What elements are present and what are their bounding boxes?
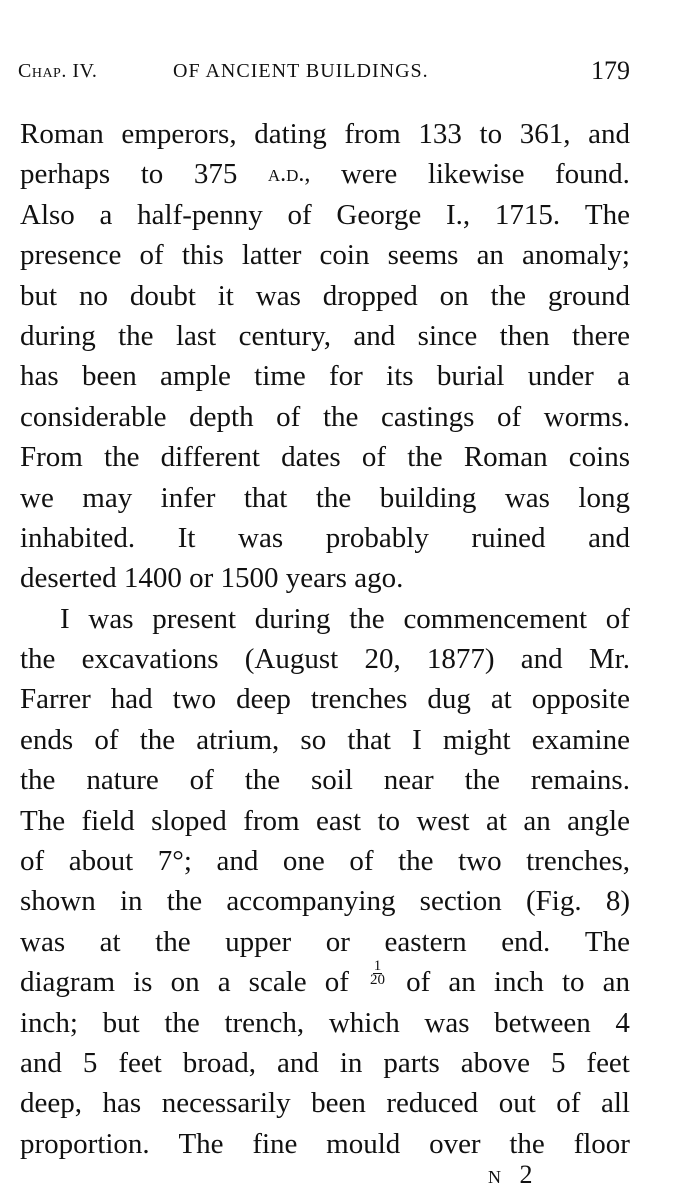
- word: and: [20, 1046, 62, 1079]
- word: present: [152, 602, 237, 635]
- word: an: [602, 966, 630, 999]
- text-line: [20, 922, 630, 962]
- word: which: [328, 1006, 400, 1039]
- word: The: [178, 1127, 224, 1160]
- text-line: [20, 639, 630, 679]
- word: 8): [605, 885, 630, 918]
- word: long: [578, 481, 630, 514]
- word: coin: [319, 239, 370, 272]
- word: was: [424, 1006, 470, 1039]
- word: over: [429, 1127, 481, 1160]
- word: at: [490, 683, 512, 716]
- word: ends: [20, 723, 74, 756]
- word: dating: [254, 118, 327, 150]
- fraction-denominator: 20: [370, 972, 386, 989]
- word: dates: [281, 441, 341, 474]
- word: likewise: [427, 158, 525, 191]
- word: 375: [193, 158, 238, 191]
- word: the: [322, 400, 359, 433]
- word: of: [349, 845, 374, 878]
- text-line: [20, 1083, 630, 1123]
- word: the: [20, 764, 56, 797]
- text-line: [20, 114, 630, 154]
- word: Mr.: [588, 643, 630, 676]
- word: commencement: [403, 602, 588, 635]
- word: Also: [20, 198, 75, 231]
- word: was: [20, 925, 66, 958]
- word: 361,: [519, 118, 571, 150]
- word: to: [479, 118, 503, 150]
- word: has: [20, 360, 59, 393]
- word: opposite: [531, 683, 630, 716]
- word: of: [20, 845, 45, 878]
- page-number: 179: [591, 56, 630, 85]
- word: there: [572, 319, 630, 352]
- text-line: [20, 558, 630, 598]
- text-line: [20, 316, 630, 356]
- word: different: [160, 441, 260, 474]
- word: of: [361, 441, 387, 474]
- word: trenches: [310, 683, 408, 716]
- word: field: [81, 804, 135, 837]
- word: and: [588, 521, 630, 554]
- word: considerable: [20, 400, 167, 433]
- word: may: [82, 481, 133, 514]
- word: trench,: [224, 1006, 305, 1039]
- word: doubt: [129, 279, 196, 312]
- word: a.d.,: [267, 161, 311, 188]
- word: section: [419, 885, 502, 918]
- body-text: [20, 114, 630, 1164]
- word: two: [172, 683, 217, 716]
- word: on: [170, 966, 200, 999]
- word: 5: [550, 1046, 566, 1079]
- word: this: [181, 239, 224, 272]
- word: of: [324, 966, 349, 999]
- word: during: [20, 319, 96, 352]
- word: has: [102, 1087, 142, 1120]
- text-line: [20, 841, 630, 881]
- word: trenches,: [526, 845, 630, 878]
- word: an: [476, 239, 504, 272]
- word: the: [164, 1006, 200, 1039]
- word: been: [311, 1087, 366, 1120]
- word: the: [20, 643, 56, 676]
- word: the: [349, 602, 385, 635]
- word: all: [601, 1087, 630, 1120]
- text-line: [20, 276, 630, 316]
- word: depth: [189, 400, 254, 433]
- word: It: [177, 521, 196, 554]
- running-title: OF ANCIENT BUILDINGS.: [173, 60, 429, 82]
- text-line: [20, 1124, 630, 1164]
- word: of: [189, 764, 214, 797]
- word: west: [416, 804, 470, 837]
- word: angle: [567, 804, 630, 837]
- signature-letter: N: [488, 1167, 507, 1187]
- text-line: [20, 1043, 630, 1083]
- word: so: [300, 723, 327, 756]
- text-line: [20, 154, 630, 194]
- word: and: [588, 118, 630, 150]
- word: found.: [555, 158, 630, 191]
- word: seems: [387, 239, 459, 272]
- word: castings: [380, 400, 475, 433]
- word: The: [584, 925, 630, 958]
- chapter-label: Chap. IV.: [18, 60, 98, 82]
- word: anomaly;: [522, 239, 630, 272]
- word: fine: [252, 1127, 298, 1160]
- word: 1877): [426, 643, 495, 676]
- word: of: [287, 198, 312, 231]
- word: a: [99, 198, 113, 231]
- word: were: [340, 158, 398, 191]
- word: to: [561, 966, 585, 999]
- word: the: [509, 1127, 545, 1160]
- text-line: [20, 679, 630, 719]
- word: the: [244, 764, 281, 797]
- word: 4: [615, 1006, 630, 1039]
- word: is: [133, 966, 153, 999]
- word: parts: [383, 1046, 440, 1079]
- word: deep,: [20, 1087, 82, 1120]
- word: but: [102, 1006, 140, 1039]
- word: to: [140, 158, 164, 191]
- word: the: [398, 845, 434, 878]
- word: had: [110, 683, 153, 716]
- word: east: [315, 804, 362, 837]
- word: then: [499, 319, 550, 352]
- word: was: [504, 481, 550, 514]
- word: coins: [568, 441, 630, 474]
- word: been: [81, 360, 137, 393]
- word: burial: [436, 360, 505, 393]
- word: end.: [501, 925, 551, 958]
- word: 5: [82, 1046, 98, 1079]
- word: I.,: [445, 198, 471, 231]
- word: worms.: [543, 400, 630, 433]
- word: about: [68, 845, 134, 878]
- word: From: [20, 441, 83, 474]
- word: excavations: [81, 643, 219, 676]
- word: the: [464, 764, 501, 797]
- word: and: [277, 1046, 319, 1079]
- word: a: [217, 966, 231, 999]
- word: that: [347, 723, 391, 756]
- word: near: [383, 764, 434, 797]
- text-line: [20, 599, 630, 639]
- word: and: [216, 845, 259, 878]
- word: George: [336, 198, 422, 231]
- word: on: [439, 279, 469, 312]
- word: from: [344, 118, 401, 150]
- word: perhaps: [20, 158, 111, 191]
- word: emperors,: [121, 118, 237, 150]
- text-line: [20, 801, 630, 841]
- word: the: [104, 441, 140, 474]
- text-line: [20, 518, 630, 558]
- word: I: [412, 723, 422, 756]
- word: inch;: [20, 1006, 78, 1039]
- word: the: [166, 885, 203, 918]
- word: of: [406, 966, 431, 999]
- text-line: [20, 1003, 630, 1043]
- fraction-numerator: 1: [373, 958, 382, 975]
- word: remains.: [530, 764, 630, 797]
- word: the: [139, 723, 176, 756]
- text-line: [20, 958, 630, 1002]
- word: probably: [325, 521, 429, 554]
- word: of: [139, 239, 164, 272]
- word: and: [520, 643, 563, 676]
- word: out: [498, 1087, 536, 1120]
- word: dug: [427, 683, 471, 716]
- word: an: [448, 966, 476, 999]
- word: I: [60, 602, 70, 635]
- word: in: [339, 1046, 363, 1079]
- text-line: [20, 397, 630, 437]
- word: its: [386, 360, 414, 393]
- word: the: [407, 441, 443, 474]
- word: since: [417, 319, 478, 352]
- word: examine: [531, 723, 630, 756]
- word: the: [155, 925, 191, 958]
- word: ground: [547, 279, 630, 312]
- word: under: [527, 360, 594, 393]
- word: Roman: [463, 441, 548, 474]
- word: we: [20, 481, 54, 514]
- scale-fraction: [370, 960, 385, 1000]
- word: was: [255, 279, 301, 312]
- word: of: [276, 400, 301, 433]
- word: deep: [236, 683, 291, 716]
- word: in: [119, 885, 143, 918]
- word: 20,: [364, 643, 401, 676]
- word: two: [458, 845, 502, 878]
- running-header: [18, 56, 630, 92]
- word: scale: [248, 966, 307, 999]
- word: presence: [20, 239, 122, 272]
- word: of: [605, 602, 630, 635]
- word: a: [617, 360, 630, 393]
- word: mould: [326, 1127, 401, 1160]
- word: diagram: [20, 966, 116, 999]
- word: it: [217, 279, 234, 312]
- text-line: [20, 881, 630, 921]
- word: ample: [160, 360, 231, 393]
- word: latter: [241, 239, 302, 272]
- word: between: [494, 1006, 591, 1039]
- word: of: [497, 400, 522, 433]
- word: feet: [586, 1046, 630, 1079]
- word: eastern: [384, 925, 467, 958]
- word: nature: [86, 764, 159, 797]
- word: the: [315, 481, 352, 514]
- word: time: [254, 360, 306, 393]
- word: was: [88, 602, 134, 635]
- word: building: [379, 481, 477, 514]
- word: during: [254, 602, 331, 635]
- word: reduced: [386, 1087, 479, 1120]
- word: accompanying: [226, 885, 396, 918]
- word: ruined: [471, 521, 546, 554]
- word: or: [325, 925, 350, 958]
- word: the: [118, 319, 154, 352]
- word: from: [243, 804, 300, 837]
- word: 7°;: [157, 845, 192, 878]
- word: above: [460, 1046, 530, 1079]
- word: atrium,: [196, 723, 280, 756]
- word: feet: [118, 1046, 162, 1079]
- text-line: [20, 720, 630, 760]
- word: at: [486, 804, 507, 837]
- word: but: [20, 279, 58, 312]
- word: The: [584, 198, 630, 231]
- text-line: [20, 235, 630, 275]
- word: no: [78, 279, 108, 312]
- text-line: [20, 437, 630, 477]
- word: that: [243, 481, 288, 514]
- word: was: [238, 521, 284, 554]
- word: (Fig.: [526, 885, 582, 918]
- word: 133: [418, 118, 462, 150]
- word: Roman: [20, 118, 104, 150]
- word: at: [99, 925, 121, 958]
- word: half-penny: [137, 198, 263, 231]
- word: dropped: [322, 279, 418, 312]
- word: proportion.: [20, 1127, 150, 1160]
- text-line: [20, 478, 630, 518]
- word: (August: [244, 643, 339, 676]
- word: an: [523, 804, 551, 837]
- word: might: [442, 723, 511, 756]
- text-line: [20, 760, 630, 800]
- word: last: [175, 319, 217, 352]
- text-line: [20, 356, 630, 396]
- word: and: [353, 319, 396, 352]
- word: of: [556, 1087, 581, 1120]
- word: century,: [238, 319, 331, 352]
- signature-number: 2: [519, 1160, 539, 1189]
- text-line: [20, 195, 630, 235]
- word: necessarily: [161, 1087, 291, 1120]
- word: upper: [225, 925, 292, 958]
- word: soil: [311, 764, 353, 797]
- word: of: [94, 723, 119, 756]
- word: The: [20, 804, 66, 837]
- word: Farrer: [20, 683, 91, 716]
- word: 1715.: [494, 198, 561, 231]
- word: the: [490, 279, 526, 312]
- word: infer: [160, 481, 216, 514]
- word: to: [377, 804, 401, 837]
- word: sloped: [151, 804, 227, 837]
- word: shown: [20, 885, 96, 918]
- word: one: [282, 845, 325, 878]
- word: deserted 1400 or 1500 years ago.: [20, 562, 404, 595]
- word: broad,: [182, 1046, 257, 1079]
- word: inch: [493, 966, 544, 999]
- printer-signature: [488, 1160, 539, 1190]
- word: floor: [573, 1127, 630, 1160]
- word: inhabited.: [20, 521, 136, 554]
- word: for: [329, 360, 363, 393]
